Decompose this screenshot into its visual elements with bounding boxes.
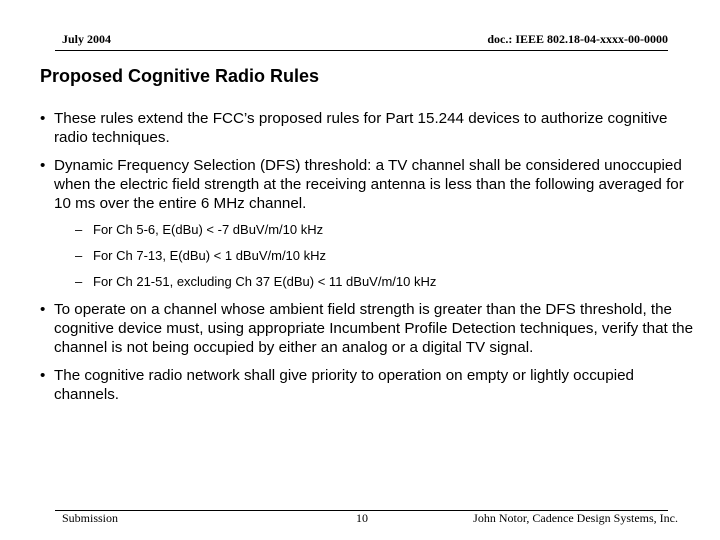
bullet-marker: •	[40, 367, 46, 384]
sub-bullet-marker: –	[75, 248, 83, 263]
sub-bullet-item	[54, 222, 700, 238]
header-divider	[55, 50, 668, 51]
sub-bullet-text: For Ch 5-6, E(dBu) < -7 dBuV/m/10 kHz	[93, 222, 324, 237]
sub-bullet-text: For Ch 7-13, E(dBu) < 1 dBuV/m/10 kHz	[93, 248, 327, 263]
sub-bullet-item	[54, 274, 700, 290]
bullet-marker: •	[40, 157, 46, 174]
header-doc-id: doc.: IEEE 802.18-04-xxxx-00-0000	[487, 32, 668, 46]
bullet-item	[40, 300, 700, 357]
footer-author: John Notor, Cadence Design Systems, Inc.	[473, 511, 678, 525]
bullet-item	[40, 109, 700, 147]
bullet-text: Dynamic Frequency Selection (DFS) threshold: a TV channel shall be considered unoccupied when the electric field strength at the receiving antenna is less than the following averaged for 10 ms over the entire 6 MHz channel.	[54, 157, 684, 212]
bullet-marker: •	[40, 110, 46, 127]
bullet-text: These rules extend the FCC’s proposed rules for Part 15.244 devices to authorize cognitive radio techniques.	[54, 110, 668, 146]
bullet-marker: •	[40, 301, 46, 318]
footer-submission: Submission	[62, 511, 119, 525]
bullet-list	[40, 109, 700, 413]
bullet-item	[40, 156, 700, 290]
sub-bullet-item	[54, 248, 700, 264]
sub-bullet-marker: –	[75, 222, 83, 237]
header-date: July 2004	[62, 32, 112, 46]
bullet-text: To operate on a channel whose ambient field strength is greater than the DFS threshold, the cognitive device must, using appropriate Incumbent Profile Detection techniques, verify that the channel is not being occupied by either an analog or a digital TV signal.	[54, 301, 694, 356]
footer-page-number: 10	[356, 511, 368, 525]
sub-bullet-marker: –	[75, 274, 83, 289]
sub-bullet-list	[54, 222, 700, 290]
sub-bullet-text: For Ch 21-51, excluding Ch 37 E(dBu) < 11 dBuV/m/10 kHz	[93, 274, 437, 289]
bullet-item	[40, 366, 700, 404]
bullet-text: The cognitive radio network shall give priority to operation on empty or lightly occupied channels.	[54, 367, 634, 403]
slide-title: Proposed Cognitive Radio Rules	[40, 66, 320, 86]
